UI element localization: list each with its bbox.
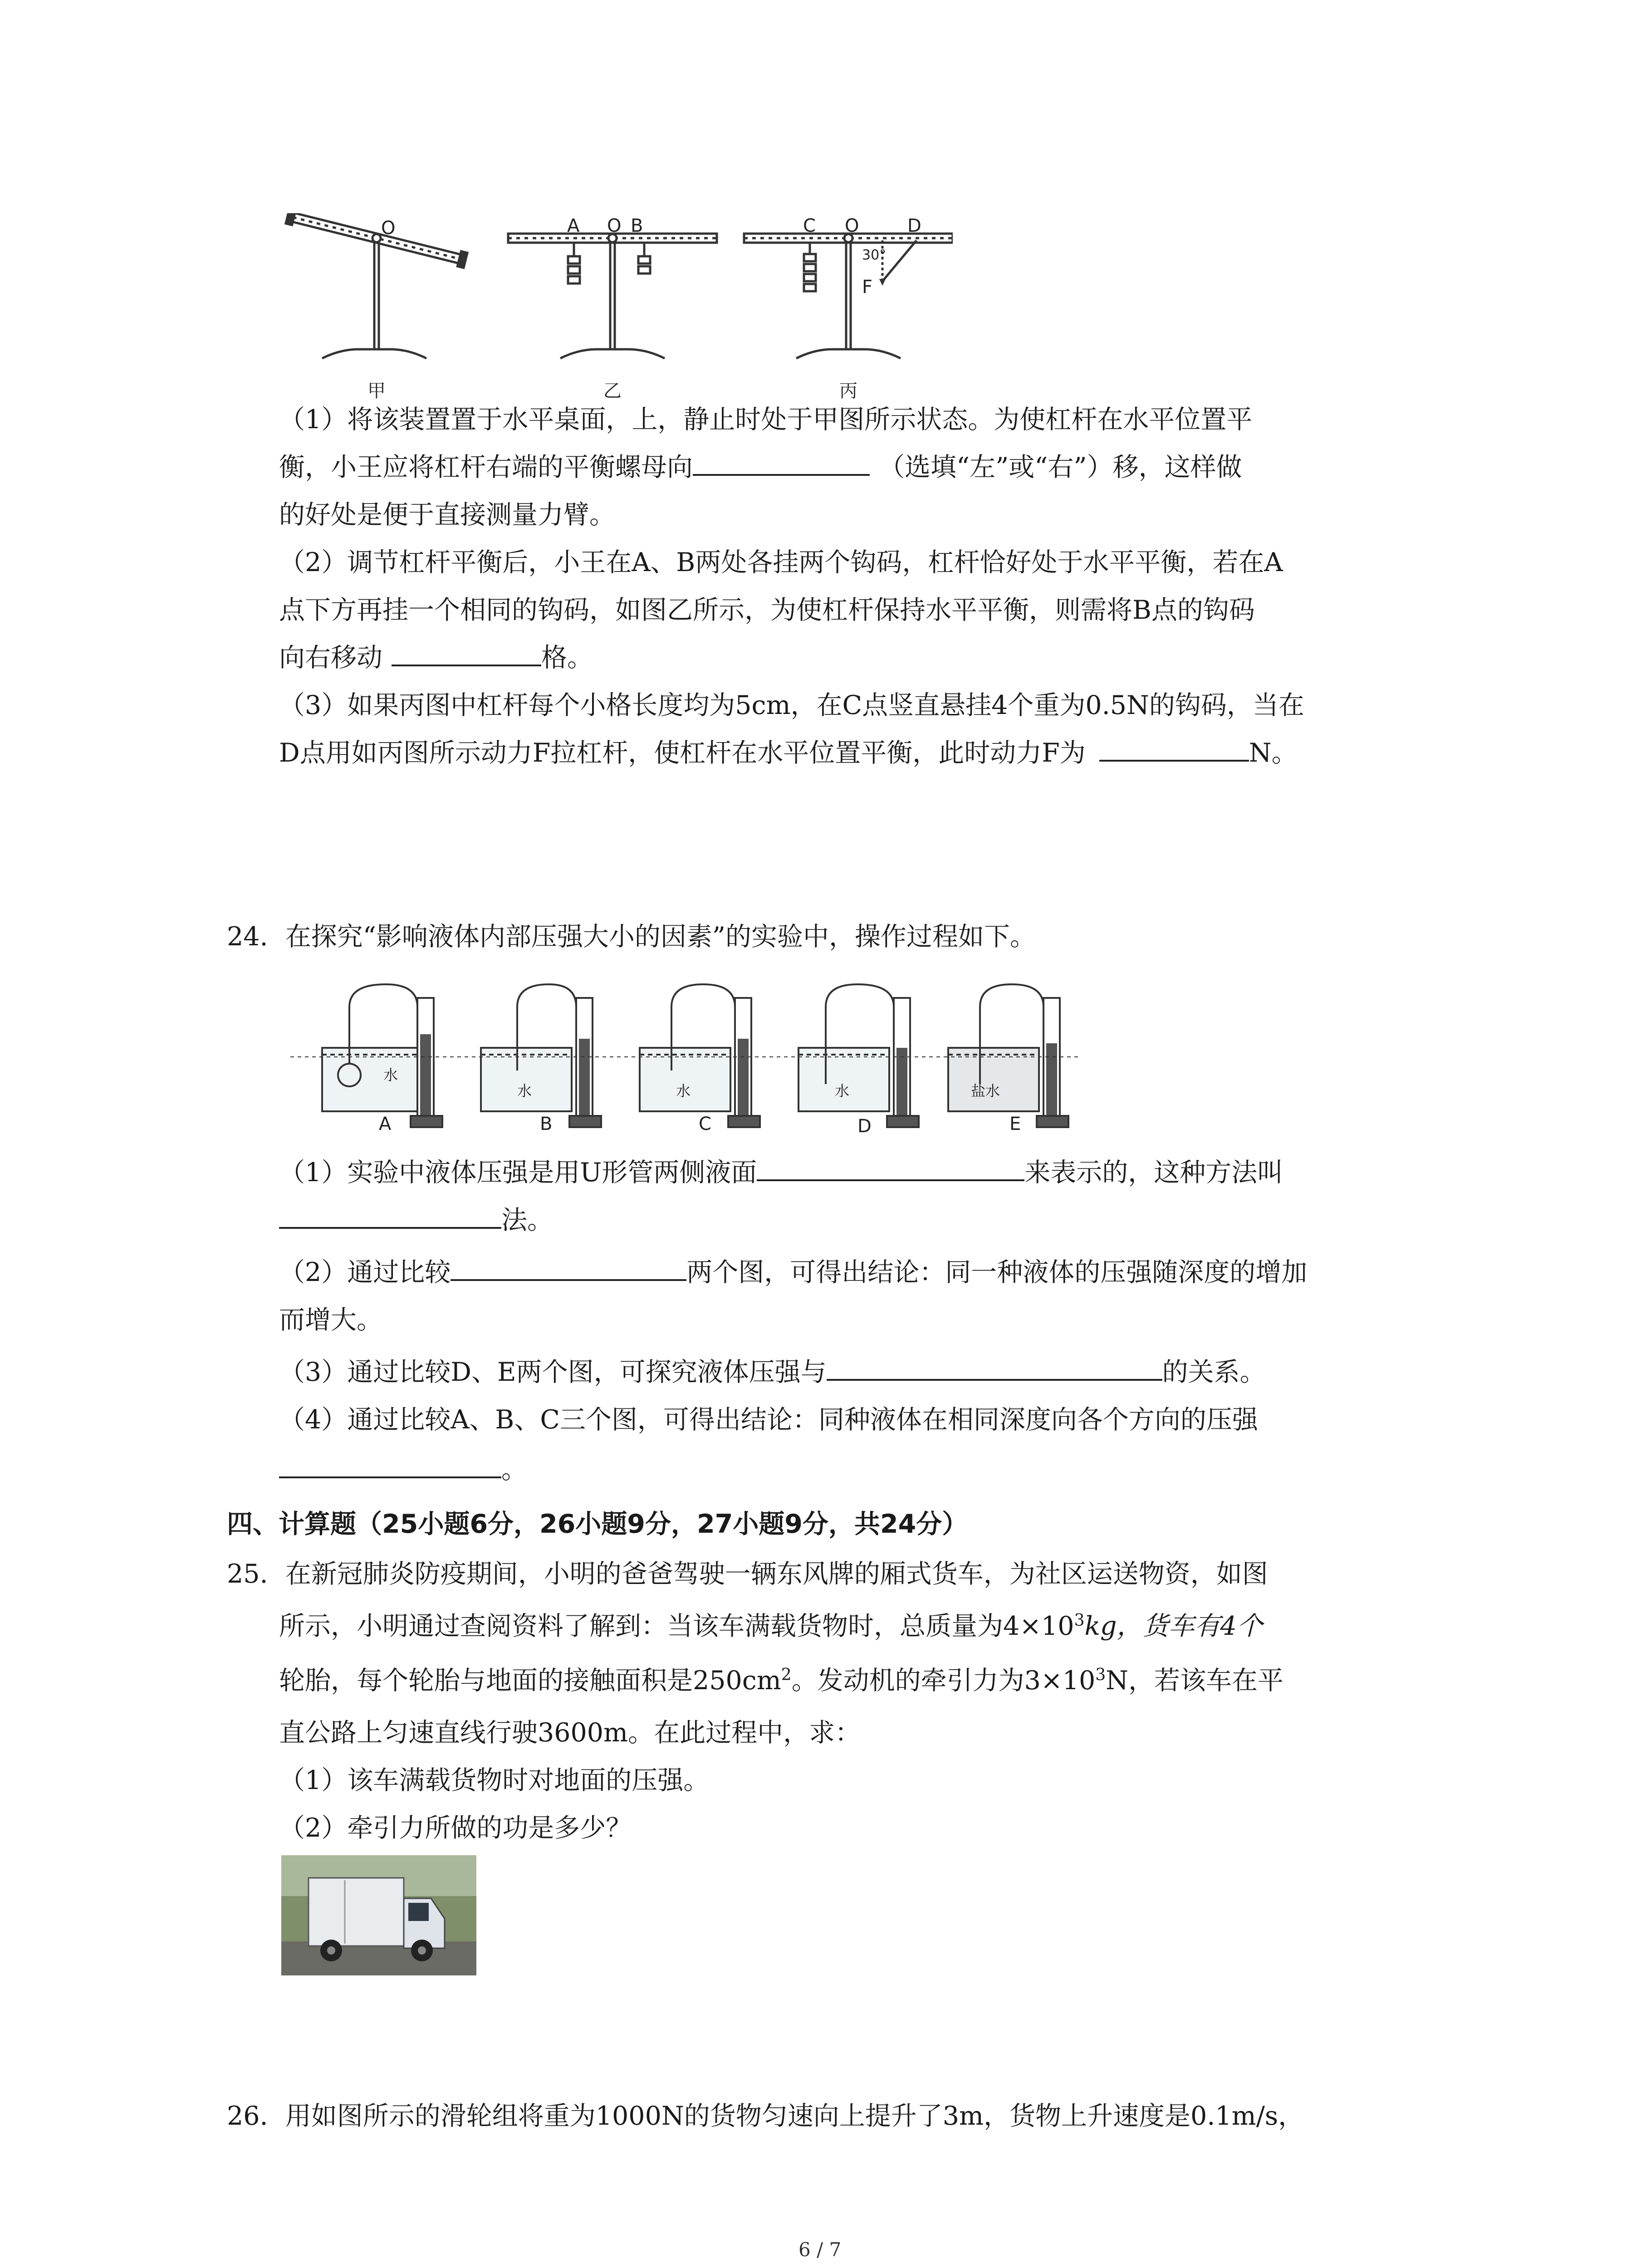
q24-p1-line1 [279,1154,1283,1191]
q24-blank2[interactable] [279,1202,501,1229]
page-number: 6 / 7 [798,2239,842,2261]
q23-p2-pre: 向右移动 [279,643,382,673]
q25-l1: 在新冠肺炎防疫期间，小明的爸爸驾驶一辆东风牌的厢式货车，为社区运送物资，如图 [285,1559,1268,1589]
q25-l3-sup2: 3 [1095,1666,1106,1684]
lever-label-A: A [567,215,580,236]
fig-label-E: E [1009,1114,1021,1134]
lever-caption-bing: 丙 [839,381,857,401]
q23-p3-line1: （3）如果丙图中杠杆每个小格长度均为5cm，在C点竖直悬挂4个重为0.5N的钩码，当在 [279,690,1304,720]
lever-label-C: C [803,215,816,236]
q24-p3-line [279,1354,1266,1390]
fig-label-B: B [540,1114,553,1134]
q23-p3-line2 [279,735,1298,771]
q23-p2-line3 [279,640,593,676]
q25-l3-sup: 2 [781,1666,792,1684]
q25-l3-b: 。发动机的牵引力为3×10 [791,1666,1096,1696]
q24-p2-line2: 而增大。 [279,1305,382,1335]
q24-p1-b: 法。 [501,1205,553,1235]
q24-p1-pre: （1）实验中液体压强是用U形管两侧液面 [279,1158,757,1188]
pressure-figure [281,966,1080,1137]
section-4-title: 四、计算题（25小题6分，26小题9分，27小题9分，共24分） [227,1509,968,1539]
q25-l2-b: kg，货车有4个 [1084,1611,1263,1641]
fig-water-C: 水 [676,1082,691,1100]
q23-p1-line2 [279,449,1242,485]
q23-blank3[interactable] [1099,735,1249,762]
q25-l2-a: 所示，小明通过查阅资料了解到：当该车满载货物时，总质量为4×10 [279,1611,1074,1641]
q24-p4-line1: （4）通过比较A、B、C三个图，可得出结论：同种液体在相同深度向各个方向的压强 [279,1405,1258,1435]
lever-label-O-bing: O [845,215,859,236]
q26-line1 [227,2098,1304,2134]
q24-blank5[interactable] [279,1452,501,1478]
q25-line3 [279,1662,1283,1699]
lever-label-B: B [631,215,643,236]
q25-l3-a: 轮胎，每个轮胎与地面的接触面积是250cm [279,1666,781,1696]
fig-water-A: 水 [383,1066,398,1084]
lever-label-O-jia: O [381,218,396,239]
lever-caption-yi: 乙 [603,381,622,401]
q23-p1-line1: （1）将该装置置于水平桌面，上，静止时处于甲图所示状态。为使杠杆在水平位置平 [279,405,1253,435]
q23-p1-pre: 衡，小王应将杠杆右端的平衡螺母向 [279,452,693,482]
q23-p3-pre: D点用如丙图所示动力F拉杠杆，使杠杆在水平位置平衡，此时动力F为 [279,738,1086,768]
q23-blank2[interactable] [392,640,541,666]
fig-label-C: C [699,1114,711,1134]
q25-sub2: （2）牵引力所做的功是多少？ [279,1813,632,1843]
q24-number: 24. [227,922,268,952]
fig-water-D: 水 [835,1082,850,1100]
fig-water-B: 水 [517,1082,532,1100]
fig-label-D: D [857,1116,872,1137]
lever-caption-jia: 甲 [367,381,386,401]
q25-l2-sup: 3 [1074,1611,1085,1630]
fig-label-A: A [379,1114,392,1134]
q25-l3-c: N，若该车在平 [1106,1666,1284,1696]
q23-p1-line3: 的好处是便于直接测量力臂。 [279,500,615,530]
q26-l1: 用如图所示的滑轮组将重为1000N的货物匀速向上提升了3m，货物上升速度是0.1m/s， [285,2101,1304,2131]
q25-line1 [227,1556,1268,1592]
q23-p2-line1: （2）调节杠杆平衡后，小王在A、B两处各挂两个钩码，杠杆恰好处于水平平衡，若在A [279,547,1283,577]
q24-blank4[interactable] [827,1354,1162,1381]
q23-p2-line2: 点下方再挂一个相同的钩码，如图乙所示，为使杠杆保持水平平衡，则需将B点的钩码 [279,595,1255,625]
q24-p4-line2 [279,1452,527,1488]
q23-p2-post: 格。 [541,643,593,673]
q24-p2-pre: （2）通过比较 [279,1257,451,1287]
lever-label-F: F [862,277,873,298]
q23-blank1[interactable] [693,450,870,476]
q24-blank1[interactable] [757,1155,1024,1181]
fig-saltwater-E: 盐水 [971,1082,1000,1100]
q24-p2-line1 [279,1254,1307,1290]
q23-p1-post: （选填“左”或“右”）移，这样做 [879,452,1242,482]
q23-p3-post: N。 [1249,738,1298,768]
lever-diagram [272,213,953,404]
q24-blank3[interactable] [451,1255,686,1281]
q25-number: 25. [227,1559,268,1589]
q24-stem [227,919,1036,955]
q24-p3-pre: （3）通过比较D、E两个图，可探究液体压强与 [279,1357,827,1387]
q25-line2 [279,1608,1263,1644]
q24-stem-text: 在探究“影响液体内部压强大小的因素”的实验中，操作过程如下。 [285,922,1036,952]
q24-p2-post: 两个图，可得出结论：同一种液体的压强随深度的增加 [686,1257,1308,1287]
q24-p3-post: 的关系。 [1162,1357,1266,1387]
q25-sub1: （1）该车满载货物时对地面的压强。 [279,1765,710,1795]
pressure-diagram [281,966,1080,1134]
lever-angle-label: 30° [862,247,887,263]
truck-photo [281,1855,476,1975]
q24-p1-post: 来表示的，这种方法叫 [1024,1158,1283,1188]
q24-p4-b: 。 [501,1455,527,1485]
lever-label-O-yi: O [607,215,622,236]
q24-p1-line2 [279,1202,553,1238]
q26-number: 26. [227,2101,268,2131]
q25-line4: 直公路上匀速直线行驶3600m。在此过程中，求： [279,1718,861,1748]
lever-figure [272,213,953,404]
lever-label-D: D [907,215,921,236]
